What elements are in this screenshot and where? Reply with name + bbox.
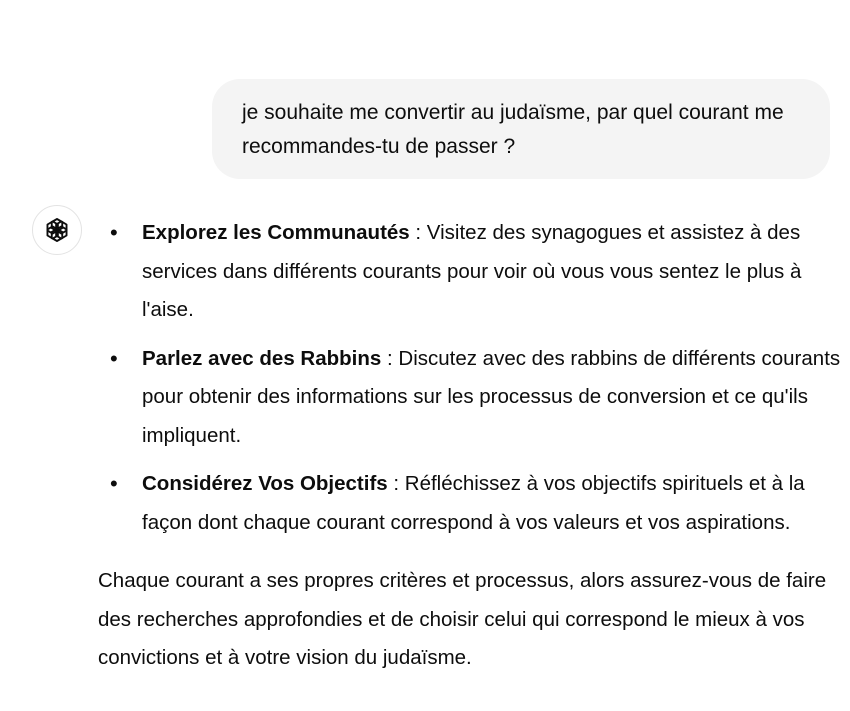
tip-text: : Visitez des synagogues et assistez à des services dans différents courants pour voir où vous vous sentez le plus à l'aise. xyxy=(142,221,802,321)
user-message-bubble xyxy=(212,79,830,179)
user-message-text: je souhaite me convertir au judaïsme, par quel courant me recommandes-tu de passer ? xyxy=(242,101,784,158)
tip-title: Explorez les Communautés xyxy=(142,221,410,244)
bullet-icon: • xyxy=(110,345,118,371)
list-item xyxy=(98,214,843,330)
tip-title: Parlez avec des Rabbins xyxy=(142,346,382,370)
tips-list xyxy=(98,214,843,542)
tip-title: Considérez Vos Objectifs xyxy=(142,472,388,495)
closing-paragraph: Chaque courant a ses propres critères et processus, alors assurez-vous de faire des recherches approfondies et de choisir celui qui correspond le mieux à vos convictions et à votre vision du judaïsme. xyxy=(98,569,827,669)
tip-text: : Discutez avec des rabbins de différents courants pour obtenir des informations sur les processus de conversion et ce qu'ils impliquent. xyxy=(142,346,841,447)
list-item xyxy=(98,340,843,456)
list-item xyxy=(98,465,843,542)
bullet-icon: • xyxy=(110,220,118,245)
assistant-message xyxy=(98,214,843,698)
assistant-avatar xyxy=(32,205,82,255)
openai-logo-icon xyxy=(42,215,72,245)
bullet-icon: • xyxy=(110,471,118,496)
tip-text: : Réfléchissez à vos objectifs spirituels et à la façon dont chaque courant correspond à vos valeurs et vos aspirations. xyxy=(142,472,805,534)
